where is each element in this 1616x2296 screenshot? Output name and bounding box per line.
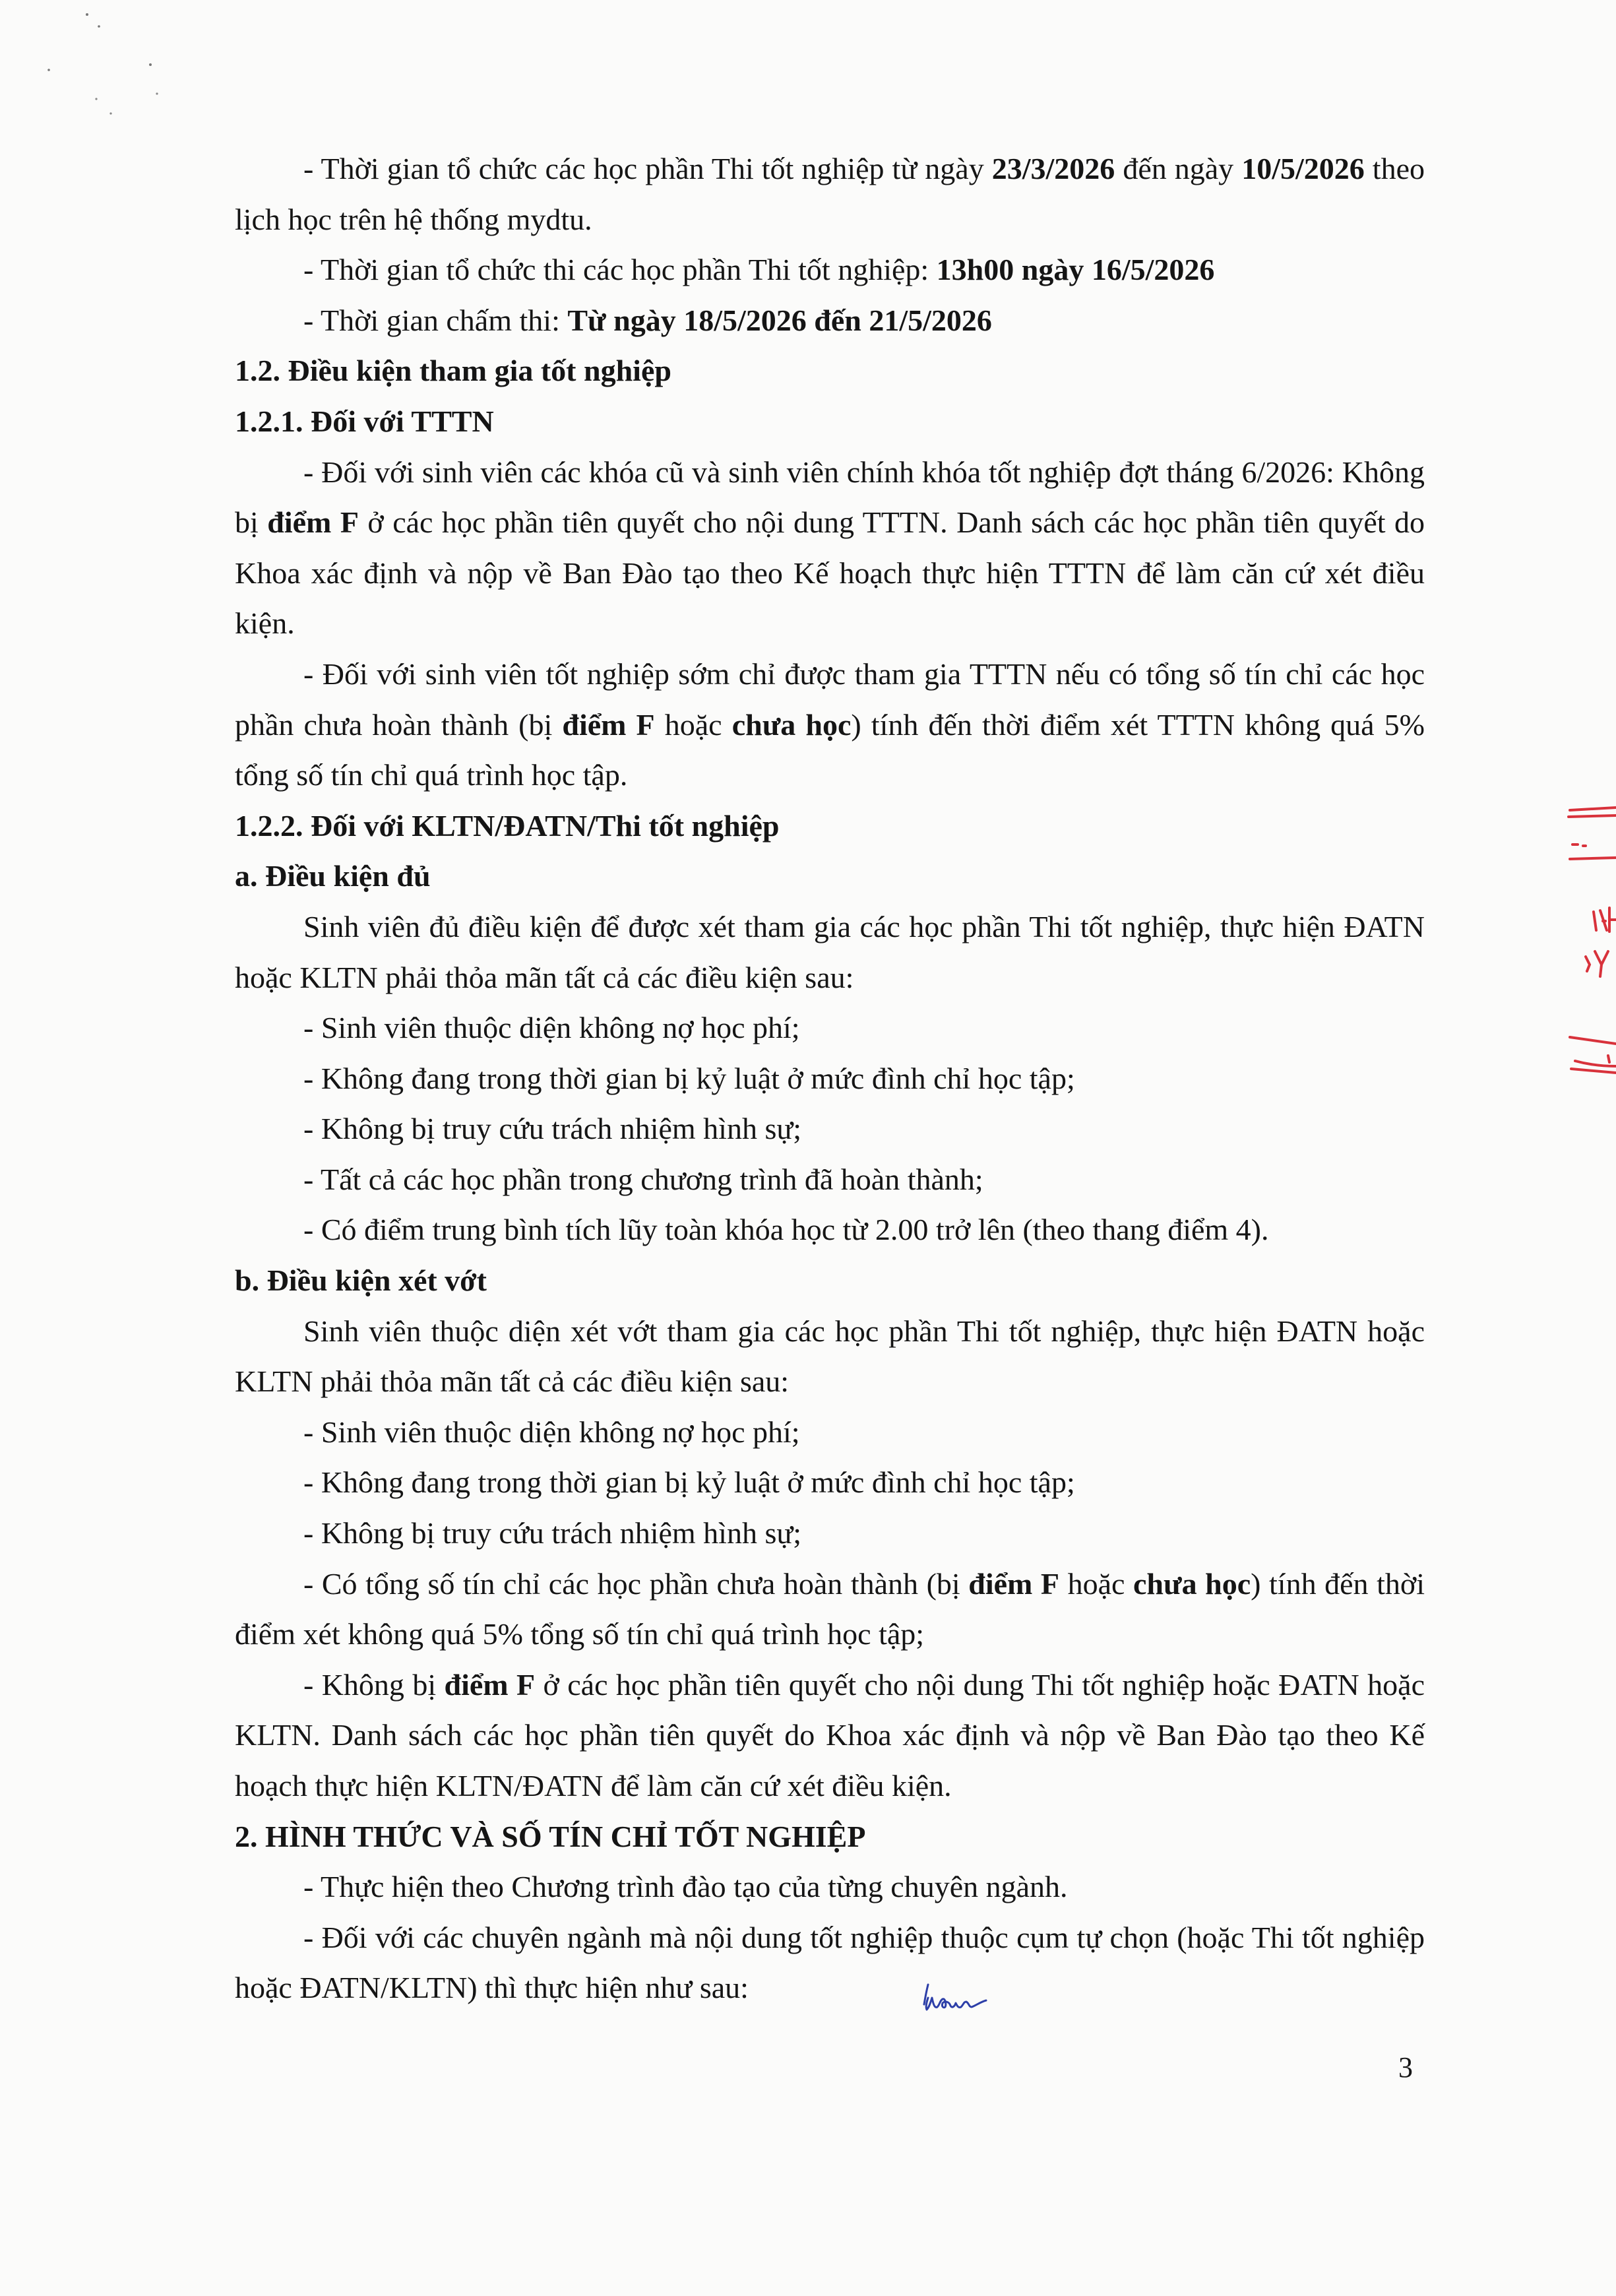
- scan-speck: [109, 112, 111, 114]
- paragraph-a-intro: Sinh viên đủ điều kiện để được xét tham gia các học phần Thi tốt nghiệp, thực hiện ĐATN hoặc KLTN phải thỏa mãn tất cả các điều kiện sau:: [235, 909, 1425, 994]
- list-item: - Thực hiện theo Chương trình đào tạo của từng chuyên ngành.: [303, 1870, 1068, 1904]
- paragraph-exam-time: [235, 245, 1425, 296]
- text-run: - Có tổng số tín chỉ các học phần chưa hoàn thành (bị: [303, 1566, 969, 1601]
- bold-text-run: điểm F: [444, 1667, 536, 1702]
- scan-speck: [86, 13, 88, 16]
- heading-2: 2. HÌNH THỨC VÀ SỐ TÍN CHỈ TỐT NGHIỆP: [235, 1819, 866, 1853]
- paragraph-grading-time: [235, 296, 1425, 346]
- list-item: - Sinh viên thuộc diện không nợ học phí;: [303, 1011, 800, 1045]
- bold-text-run: Từ ngày 18/5/2026 đến 21/5/2026: [567, 303, 992, 337]
- paragraph-schedule-period: [235, 144, 1425, 245]
- scan-speck: [95, 98, 97, 100]
- scan-specks: [0, 0, 198, 132]
- bold-text-run: chưa học: [731, 707, 852, 742]
- bold-text-run: 23/3/2026: [991, 152, 1115, 185]
- text-run: - Không bị: [303, 1667, 445, 1702]
- list-item: - Tất cả các học phần trong chương trình đã hoàn thành;: [303, 1162, 983, 1196]
- heading-1-2-2: 1.2.2. Đối với KLTN/ĐATN/Thi tốt nghiệp: [235, 808, 780, 843]
- list-item-credits: [235, 1559, 1425, 1660]
- paragraph-tttn-early-graduates: [235, 649, 1425, 801]
- text-run: đến ngày: [1115, 152, 1242, 185]
- list-item: - Không đang trong thời gian bị kỷ luật ở mức đình chỉ học tập;: [303, 1061, 1075, 1095]
- scan-speck: [156, 92, 158, 94]
- text-run: hoặc: [1059, 1566, 1133, 1601]
- heading-1-2-1: 1.2.1. Đối với TTTN: [235, 404, 494, 438]
- list-item-prerequisites: [235, 1660, 1425, 1812]
- handwritten-initial: [920, 1978, 1012, 2018]
- list-item: - Không bị truy cứu trách nhiệm hình sự;: [303, 1516, 802, 1550]
- text-run: ở các học phần tiên quyết cho nội dung Thi tốt nghiệp hoặc ĐATN hoặc KLTN. Danh sách các học phần tiên quyết do Khoa xác định và nộp về Ban Đào tạo theo Kế hoạch thực hiện KLTN/ĐATN để làm căn cứ xét điều kiện.: [235, 1667, 1425, 1802]
- list-item: - Sinh viên thuộc diện không nợ học phí;: [303, 1415, 800, 1449]
- text-run: ) tính đến thời điểm xét không quá 5% tổng số tín chỉ quá trình học tập;: [235, 1566, 1425, 1651]
- list-item: - Có điểm trung bình tích lũy toàn khóa học từ 2.00 trở lên (theo thang điểm 4).: [303, 1213, 1269, 1247]
- text-run: ) tính đến thời điểm xét TTTN không quá 5% tổng số tín chỉ quá trình học tập.: [235, 707, 1425, 792]
- text-run: - Thời gian chấm thi:: [303, 303, 568, 337]
- bold-text-run: chưa học: [1133, 1566, 1251, 1601]
- paragraph-b-intro: Sinh viên thuộc diện xét vớt tham gia các học phần Thi tốt nghiệp, thực hiện ĐATN hoặc KLTN phải thỏa mãn tất cả các điều kiện sau:: [235, 1314, 1425, 1399]
- red-stamp-fragment: [1543, 792, 1616, 1108]
- text-run: theo lịch học trên hệ thống mydtu.: [235, 152, 1425, 236]
- text-run: - Đối với sinh viên các khóa cũ và sinh viên chính khóa tốt nghiệp đợt tháng 6/2026: Không bị: [235, 455, 1425, 540]
- text-run: - Thời gian tổ chức các học phần Thi tốt nghiệp từ ngày: [303, 152, 992, 185]
- scan-speck: [149, 63, 152, 66]
- bold-text-run: điểm F: [267, 505, 359, 540]
- bold-text-run: 13h00 ngày 16/5/2026: [936, 253, 1215, 287]
- paragraph-tttn-old-students: [235, 447, 1425, 649]
- text-run: - Thời gian tổ chức thi các học phần Thi tốt nghiệp:: [303, 253, 937, 287]
- bold-text-run: điểm F: [968, 1566, 1060, 1601]
- page-number: 3: [1398, 2051, 1413, 2084]
- list-item: - Không đang trong thời gian bị kỷ luật ở mức đình chỉ học tập;: [303, 1465, 1075, 1500]
- heading-b: b. Điều kiện xét vớt: [235, 1263, 487, 1298]
- heading-a: a. Điều kiện đủ: [235, 859, 431, 893]
- bold-text-run: điểm F: [562, 707, 655, 742]
- bold-text-run: 10/5/2026: [1241, 152, 1365, 185]
- document-body: [235, 144, 1425, 2014]
- heading-1-2: 1.2. Điều kiện tham gia tốt nghiệp: [235, 354, 671, 388]
- scan-speck: [98, 25, 100, 28]
- scan-speck: [47, 69, 50, 71]
- text-run: ở các học phần tiên quyết cho nội dung TTTN. Danh sách các học phần tiên quyết do Khoa xác định và nộp về Ban Đào tạo theo Kế hoạch thực hiện TTTN để làm căn cứ xét điều kiện.: [235, 505, 1425, 641]
- list-item: - Đối với các chuyên ngành mà nội dung tốt nghiệp thuộc cụm tự chọn (hoặc Thi tốt nghiệp hoặc ĐATN/KLTN) thì thực hiện như sau:: [235, 1920, 1425, 2005]
- text-run: - Đối với sinh viên tốt nghiệp sớm chỉ được tham gia TTTN nếu có tổng số tín chỉ các học phần chưa hoàn thành (bị: [235, 656, 1425, 742]
- text-run: hoặc: [654, 707, 732, 742]
- list-item: - Không bị truy cứu trách nhiệm hình sự;: [303, 1112, 802, 1146]
